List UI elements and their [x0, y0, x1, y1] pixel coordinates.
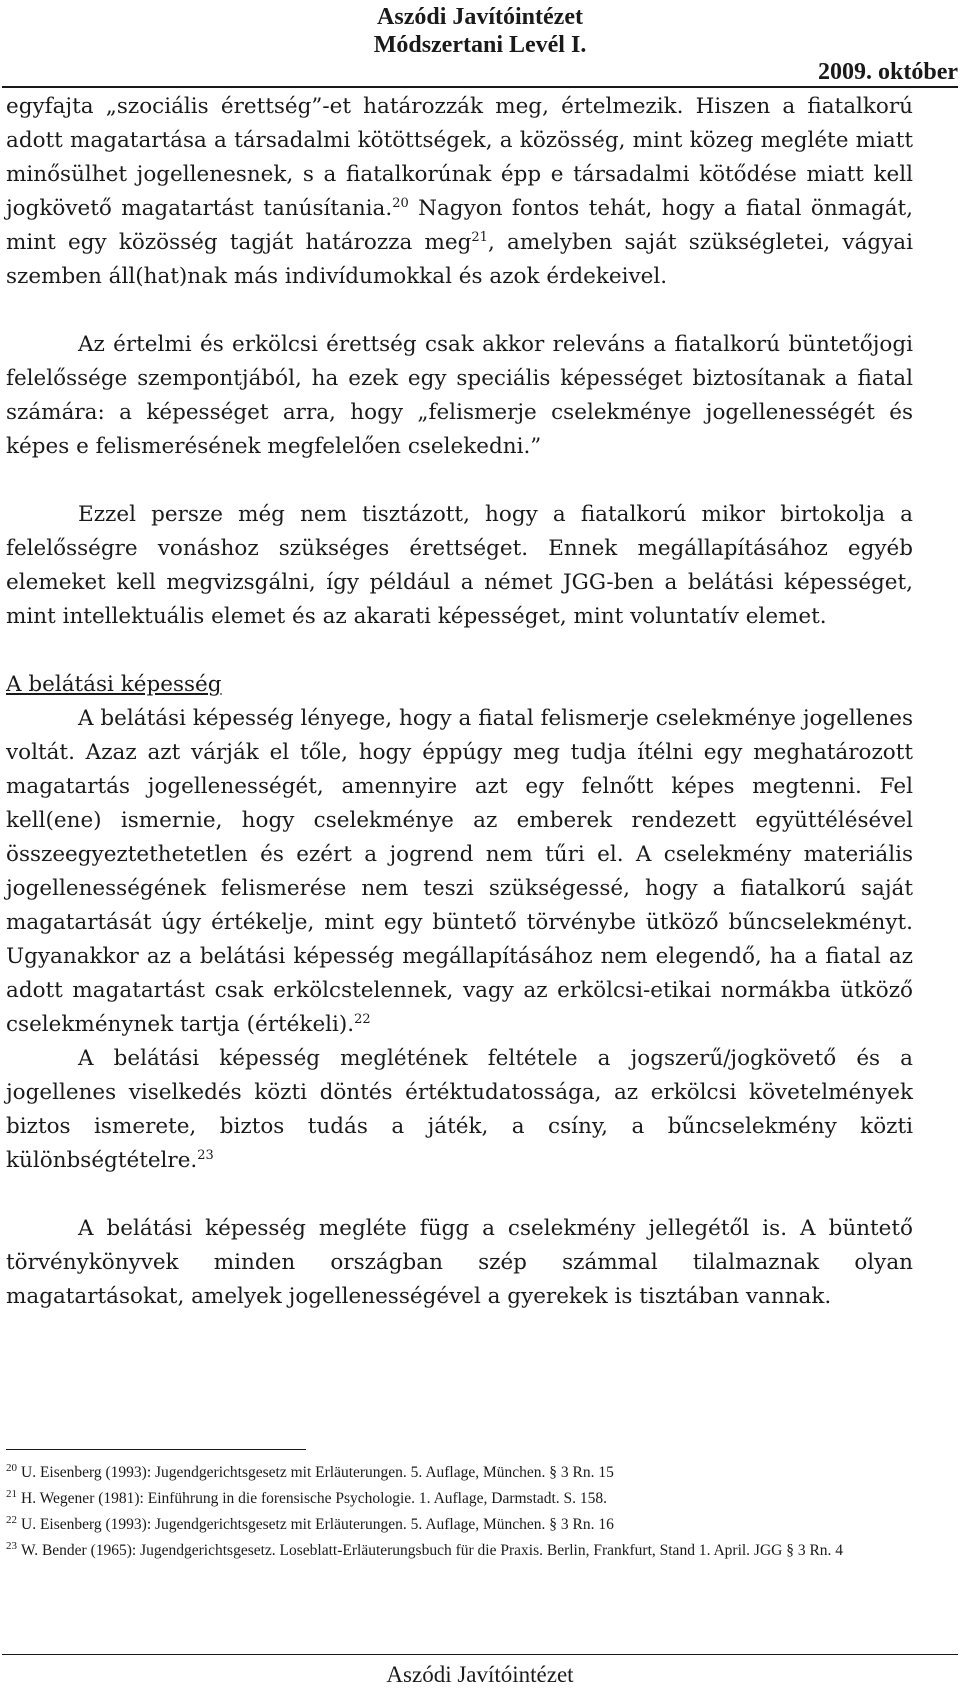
header-institution: Aszódi Javítóintézet: [377, 4, 583, 30]
paragraph-6: A belátási képesség megléte függ a cselekmény jellegétől is. A büntető törvénykönyvek minden országban szép számmal tilalmaznak olyan magatartásokat, amelyek jogellenességével a gyerekek is tisztában vannak.: [6, 1216, 913, 1309]
footnote-text: H. Wegener (1981): Einführung in die forensische Psychologie. 1. Auflage, Darmstadt. S. 158.: [21, 1490, 608, 1507]
section-title: A belátási képesség: [6, 672, 222, 697]
page-header: [0, 0, 960, 90]
paragraph-1-text-c: , amelyben saját szükségletei, vágyai szemben áll(hat)nak más indivídumokkal és azok érdekeivel.: [6, 230, 913, 289]
footnote-number: 21: [6, 1487, 17, 1500]
paragraph-5: [6, 1042, 913, 1178]
spacer: [6, 294, 913, 328]
footnote-ref-20: 20: [392, 195, 409, 211]
footnote-number: 20: [6, 1461, 17, 1474]
header-date: 2009. október: [818, 59, 958, 85]
footnote-ref-23: 23: [197, 1147, 214, 1163]
spacer: [6, 1178, 913, 1212]
footnote-separator: [6, 1449, 306, 1450]
footnote-ref-22: 22: [354, 1011, 371, 1027]
footnote-number: 22: [6, 1513, 17, 1526]
footnote-23: [6, 1538, 956, 1564]
paragraph-5-text: A belátási képesség meglétének feltétele a jogszerű/jogkövető és a jogellenes viselkedés közti döntés értéktudatossága, az erkölcsi követelmények biztos ismerete, biztos tudás a játék, a csíny, a bűncselekmény közti különbségtételre.: [6, 1046, 913, 1173]
footnote-22: [6, 1512, 956, 1538]
paragraph-4: [6, 702, 913, 1042]
paragraph-2: Az értelmi és erkölcsi érettség csak akkor releváns a fiatalkorú büntetőjogi felelőssége szempontjából, ha ezek egy speciális képességet biztosítanak a fiatal számára: a képességet arra, hogy „felismerje cselekménye jogellenességét és képes e felismerésének megfelelően cselekedni.”: [6, 332, 913, 459]
footer-rule: [2, 1654, 958, 1655]
page-footer: Aszódi Javítóintézet: [386, 1662, 574, 1687]
footnote-number: 23: [6, 1539, 17, 1552]
footnote-ref-21: 21: [471, 229, 488, 245]
paragraph-3: Ezzel persze még nem tisztázott, hogy a fiatalkorú mikor birtokolja a felelősségre vonáshoz szükséges érettséget. Ennek megállapításához egyéb elemeket kell megvizsgálni, így például a német JGG-ben a belátási képességet, mint intellektuális elemet és az akarati képességet, mint voluntatív elemet.: [6, 502, 913, 629]
paragraph-1: [6, 90, 913, 294]
footnotes: [6, 1460, 956, 1564]
paragraph-4-text: A belátási képesség lényege, hogy a fiatal felismerje cselekménye jogellenes voltát. Azaz azt várják el tőle, hogy éppúgy meg tudja ítélni egy meghatározott magatartás jogellenességét, amennyire azt egy felnőtt képes megtenni. Fel kell(ene) ismernie, hogy cselekménye az emberek rendezett együttélésével összeegyeztethetetlen és ezért a jogrend nem tűri el. A cselekmény materiális jogellenességének felismerése nem teszi szükségessé, hogy a fiatalkorú saját magatartását úgy értékelje, mint egy büntető törvénybe ütköző bűncselekményt. Ugyanakkor az a belátási képesség megállapításához nem elegendő, ha a fiatal az adott magatartást csak erkölcstelennek, vagy az erkölcsi-etikai normákba ütköző cselekménynek tartja (értékeli).: [6, 706, 913, 1037]
paragraph-1-text-b: Nagyon fontos tehát, hogy a fiatal önmagát, mint egy közösség tagját határozza meg: [6, 196, 913, 255]
footnote-text: U. Eisenberg (1993): Jugendgerichtsgesetz mit Erläuterungen. 5. Auflage, München. § 3 Rn. 15: [21, 1464, 614, 1481]
paragraph-1-text-a: egyfajta „szociális érettség”-et határozzák meg, értelmezik. Hiszen a fiatalkorú adott magatartása a társadalmi kötöttségek, a közösség, mint közeg megléte miatt minősülhet jogellenesnek, s a fiatalkorúnak épp e társadalmi kötődése miatt kell jogkövető magatartást tanúsítania.: [6, 94, 913, 221]
header-letter-title: Módszertani Levél I.: [373, 32, 587, 58]
footnote-21: [6, 1486, 956, 1512]
document-body: [6, 90, 913, 1314]
spacer: [6, 464, 913, 498]
footnote-text: U. Eisenberg (1993): Jugendgerichtsgesetz mit Erläuterungen. 5. Auflage, München. § 3 Rn. 16: [21, 1516, 614, 1533]
spacer: [6, 634, 913, 668]
header-rule: [2, 86, 958, 88]
footnote-text: W. Bender (1965): Jugendgerichtsgesetz. Loseblatt-Erläuterungsbuch für die Praxis. Berlin, Frankfurt, Stand 1. April. JGG § 3 Rn. 4: [21, 1542, 844, 1559]
footnote-20: [6, 1460, 956, 1486]
